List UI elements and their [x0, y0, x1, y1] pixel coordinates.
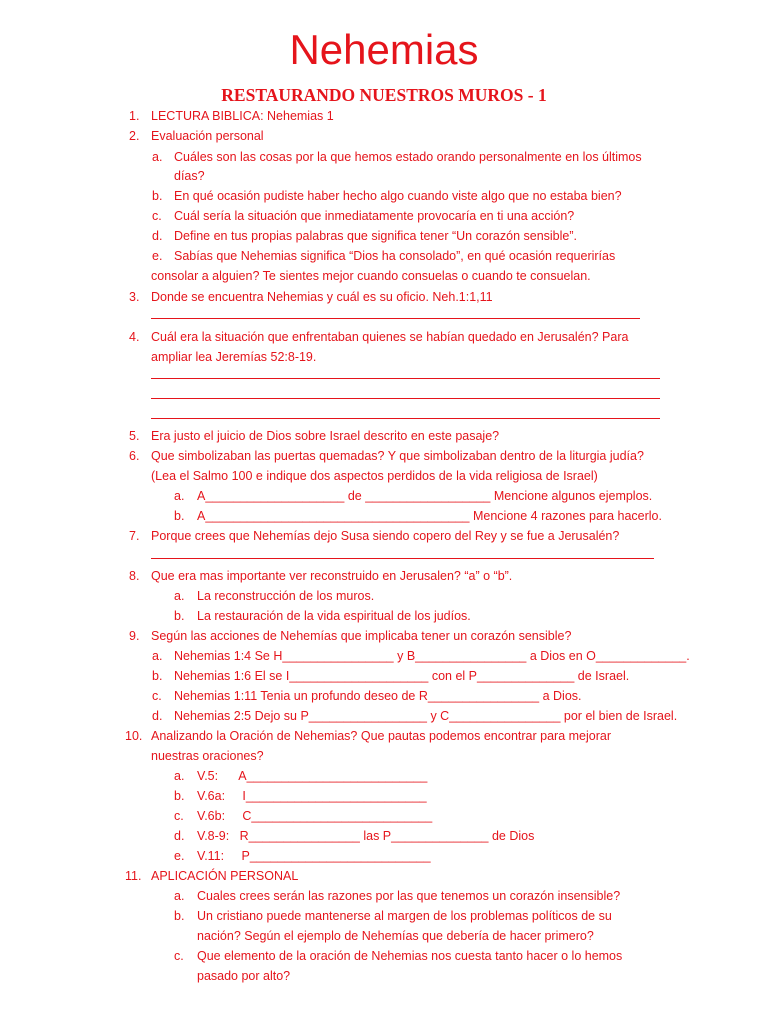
answer-line[interactable] — [151, 378, 660, 379]
item-text: Define en tus propias palabras que significa tener “Un corazón sensible”. — [174, 229, 578, 243]
item-number: b. — [174, 909, 185, 923]
item-number: d. — [174, 829, 185, 843]
item-number: 1. — [129, 109, 140, 123]
item-text: La reconstrucción de los muros. — [197, 589, 375, 603]
item-number: e. — [152, 249, 163, 263]
item-text: Sabías que Nehemias significa “Dios ha consolado”, en qué ocasión requerirías — [174, 249, 616, 263]
item-number: c. — [152, 209, 162, 223]
answer-line[interactable] — [151, 558, 654, 559]
item-text: consolar a alguien? Te sientes mejor cuando consuelas o cuando te consuelan. — [151, 269, 591, 283]
item-text: Nehemias 1:6 El se I____________________ con el P______________ de Israel. — [174, 669, 630, 683]
item-text: Donde se encuentra Nehemias y cuál es su oficio. Neh.1:1,11 — [151, 290, 493, 304]
item-number: c. — [174, 809, 184, 823]
item-number: 10. — [125, 729, 143, 743]
item-text: Según las acciones de Nehemías que implicaba tener un corazón sensible? — [151, 629, 572, 643]
item-number: 9. — [129, 629, 140, 643]
item-number: b. — [174, 789, 185, 803]
item-text: Evaluación personal — [151, 129, 264, 143]
item-number: 8. — [129, 569, 140, 583]
item-number: c. — [152, 689, 162, 703]
item-text: APLICACIÓN PERSONAL — [151, 869, 299, 883]
item-text: La restauración de la vida espiritual de los judíos. — [197, 609, 471, 623]
item-text: (Lea el Salmo 100 e indique dos aspectos perdidos de la vida religiosa de Israel) — [151, 469, 598, 483]
item-text: V.11: P__________________________ — [197, 849, 431, 863]
item-number: d. — [152, 709, 163, 723]
item-text: Nehemias 1:4 Se H________________ y B________________ a Dios en O_____________. — [174, 649, 690, 663]
item-text: A____________________ de __________________ Mencione algunos ejemplos. — [197, 489, 653, 503]
item-text: V.6b: C__________________________ — [197, 809, 433, 823]
document-subtitle: RESTAURANDO NUESTROS MUROS - 1 — [221, 85, 547, 105]
item-text: ampliar lea Jeremías 52:8-19. — [151, 350, 317, 364]
answer-line[interactable] — [151, 418, 660, 419]
item-number: a. — [152, 649, 163, 663]
item-number: 4. — [129, 330, 140, 344]
item-text: Que era mas importante ver reconstruido en Jerusalen? “a” o “b”. — [151, 569, 513, 583]
document-title: Nehemias — [289, 26, 479, 73]
item-text: Analizando la Oración de Nehemias? Que pautas podemos encontrar para mejorar — [151, 729, 611, 743]
item-number: 5. — [129, 429, 140, 443]
item-number: b. — [152, 189, 163, 203]
item-text: Cuales crees serán las razones por las que tenemos un corazón insensible? — [197, 889, 621, 903]
item-number: a. — [174, 589, 185, 603]
item-number: a. — [174, 489, 185, 503]
item-number: 2. — [129, 129, 140, 143]
item-number: a. — [174, 889, 185, 903]
item-number: a. — [152, 150, 163, 164]
item-number: b. — [152, 669, 163, 683]
item-text: V.6a: I__________________________ — [197, 789, 427, 803]
item-text: V.8-9: R________________ las P______________ de Dios — [197, 829, 535, 843]
item-text: nación? Según el ejemplo de Nehemías que debería de hacer primero? — [197, 929, 594, 943]
item-text: Cuál sería la situación que inmediatamente provocaría en ti una acción? — [174, 209, 575, 223]
item-text: A______________________________________ Mencione 4 razones para hacerlo. — [197, 509, 662, 523]
item-text: Nehemias 2:5 Dejo su P_________________ y C________________ por el bien de Israel. — [174, 709, 678, 723]
item-number: 11. — [125, 869, 142, 883]
item-text: Un cristiano puede mantenerse al margen de los problemas políticos de su — [197, 909, 612, 923]
item-text: días? — [174, 169, 205, 183]
item-text: LECTURA BIBLICA: Nehemias 1 — [151, 109, 334, 123]
answer-line[interactable] — [151, 318, 640, 319]
item-text: Que simbolizaban las puertas quemadas? Y que simbolizaban dentro de la liturgia judía? — [151, 449, 644, 463]
item-text: V.5: A__________________________ — [197, 769, 428, 783]
item-number: c. — [174, 949, 184, 963]
item-number: a. — [174, 769, 185, 783]
item-number: b. — [174, 509, 185, 523]
item-text: En qué ocasión pudiste haber hecho algo cuando viste algo que no estaba bien? — [174, 189, 622, 203]
item-number: d. — [152, 229, 163, 243]
item-number: 7. — [129, 529, 140, 543]
item-number: 6. — [129, 449, 140, 463]
item-text: Nehemias 1:11 Tenia un profundo deseo de R________________ a Dios. — [174, 689, 582, 703]
item-number: 3. — [129, 290, 140, 304]
item-text: Porque crees que Nehemías dejo Susa siendo copero del Rey y se fue a Jerusalén? — [151, 529, 620, 543]
item-text: Que elemento de la oración de Nehemias nos cuesta tanto hacer o lo hemos — [197, 949, 623, 963]
item-text: Cuál era la situación que enfrentaban quienes se habían quedado en Jerusalén? Para — [151, 330, 629, 344]
item-number: e. — [174, 849, 185, 863]
answer-line[interactable] — [151, 398, 660, 399]
item-number: b. — [174, 609, 185, 623]
item-text: Cuáles son las cosas por la que hemos estado orando personalmente en los últimos — [174, 150, 642, 164]
item-text: Era justo el juicio de Dios sobre Israel descrito en este pasaje? — [151, 429, 500, 443]
item-text: nuestras oraciones? — [151, 749, 264, 763]
item-text: pasado por alto? — [197, 969, 291, 983]
